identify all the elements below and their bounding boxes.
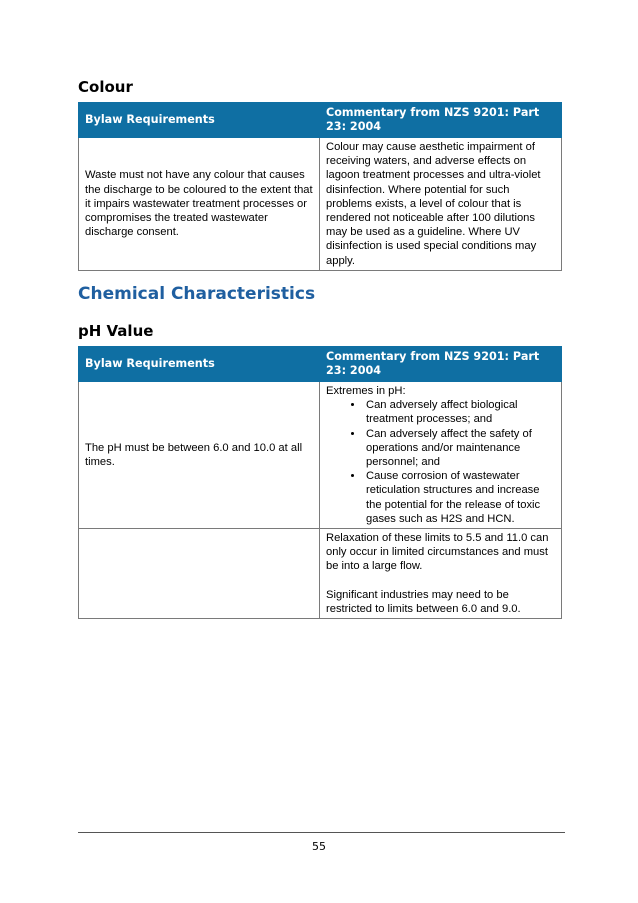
colour-commentary-cell: Colour may cause aesthetic impairment of receiving waters, and adverse effects on lagoon treatment processes and ultra-violet disinfection. Where potential for such problems exists, a level of colour that is rendered not noticeable after 100 dilutions may be used as a guideline. Where UV disinfection is used special conditions may apply. (320, 138, 562, 271)
header-commentary: Commentary from NZS 9201: Part 23: 2004 (320, 347, 562, 382)
ph-value-heading: pH Value (78, 322, 154, 340)
list-item: • Can adversely affect the safety of operations and/or maintenance personnel; and (364, 427, 555, 470)
header-bylaw-requirements: Bylaw Requirements (79, 347, 320, 382)
ph-effects-list (326, 398, 555, 526)
colour-heading: Colour (78, 78, 133, 96)
chemical-characteristics-heading: Chemical Characteristics (78, 284, 316, 304)
header-bylaw-requirements: Bylaw Requirements (79, 103, 320, 138)
list-item: • Cause corrosion of wastewater reticulation structures and increase the potential for the release of toxic gases such as H2S and HCN. (364, 469, 555, 526)
colour-requirement-cell: Waste must not have any colour that causes the discharge to be coloured to the extent that it impairs wastewater treatment processes or compromises the treated wastewater discharge consent. (79, 138, 320, 271)
industries-paragraph: Significant industries may need to be restricted to limits between 6.0 and 9.0. (326, 588, 521, 615)
header-commentary: Commentary from NZS 9201: Part 23: 2004 (320, 103, 562, 138)
table-header-row (79, 347, 562, 382)
table-row (79, 529, 562, 619)
page-number: 55 (312, 840, 326, 853)
ph-requirement-cell: The pH must be between 6.0 and 10.0 at all times. (79, 382, 320, 529)
colour-table (78, 102, 562, 271)
ph-row2-requirement-cell (79, 529, 320, 619)
ph-row2-commentary-cell (320, 529, 562, 619)
list-item: • Can adversely affect biological treatment processes; and (364, 398, 555, 426)
ph-commentary-cell (320, 382, 562, 529)
table-header-row (79, 103, 562, 138)
ph-table (78, 346, 562, 619)
footer-divider (78, 832, 565, 833)
table-row (79, 382, 562, 529)
relaxation-paragraph: Relaxation of these limits to 5.5 and 11.0 can only occur in limited circumstances and must be into a large flow. (326, 532, 549, 573)
table-row (79, 138, 562, 271)
ph-commentary-intro: Extremes in pH: (326, 385, 406, 397)
